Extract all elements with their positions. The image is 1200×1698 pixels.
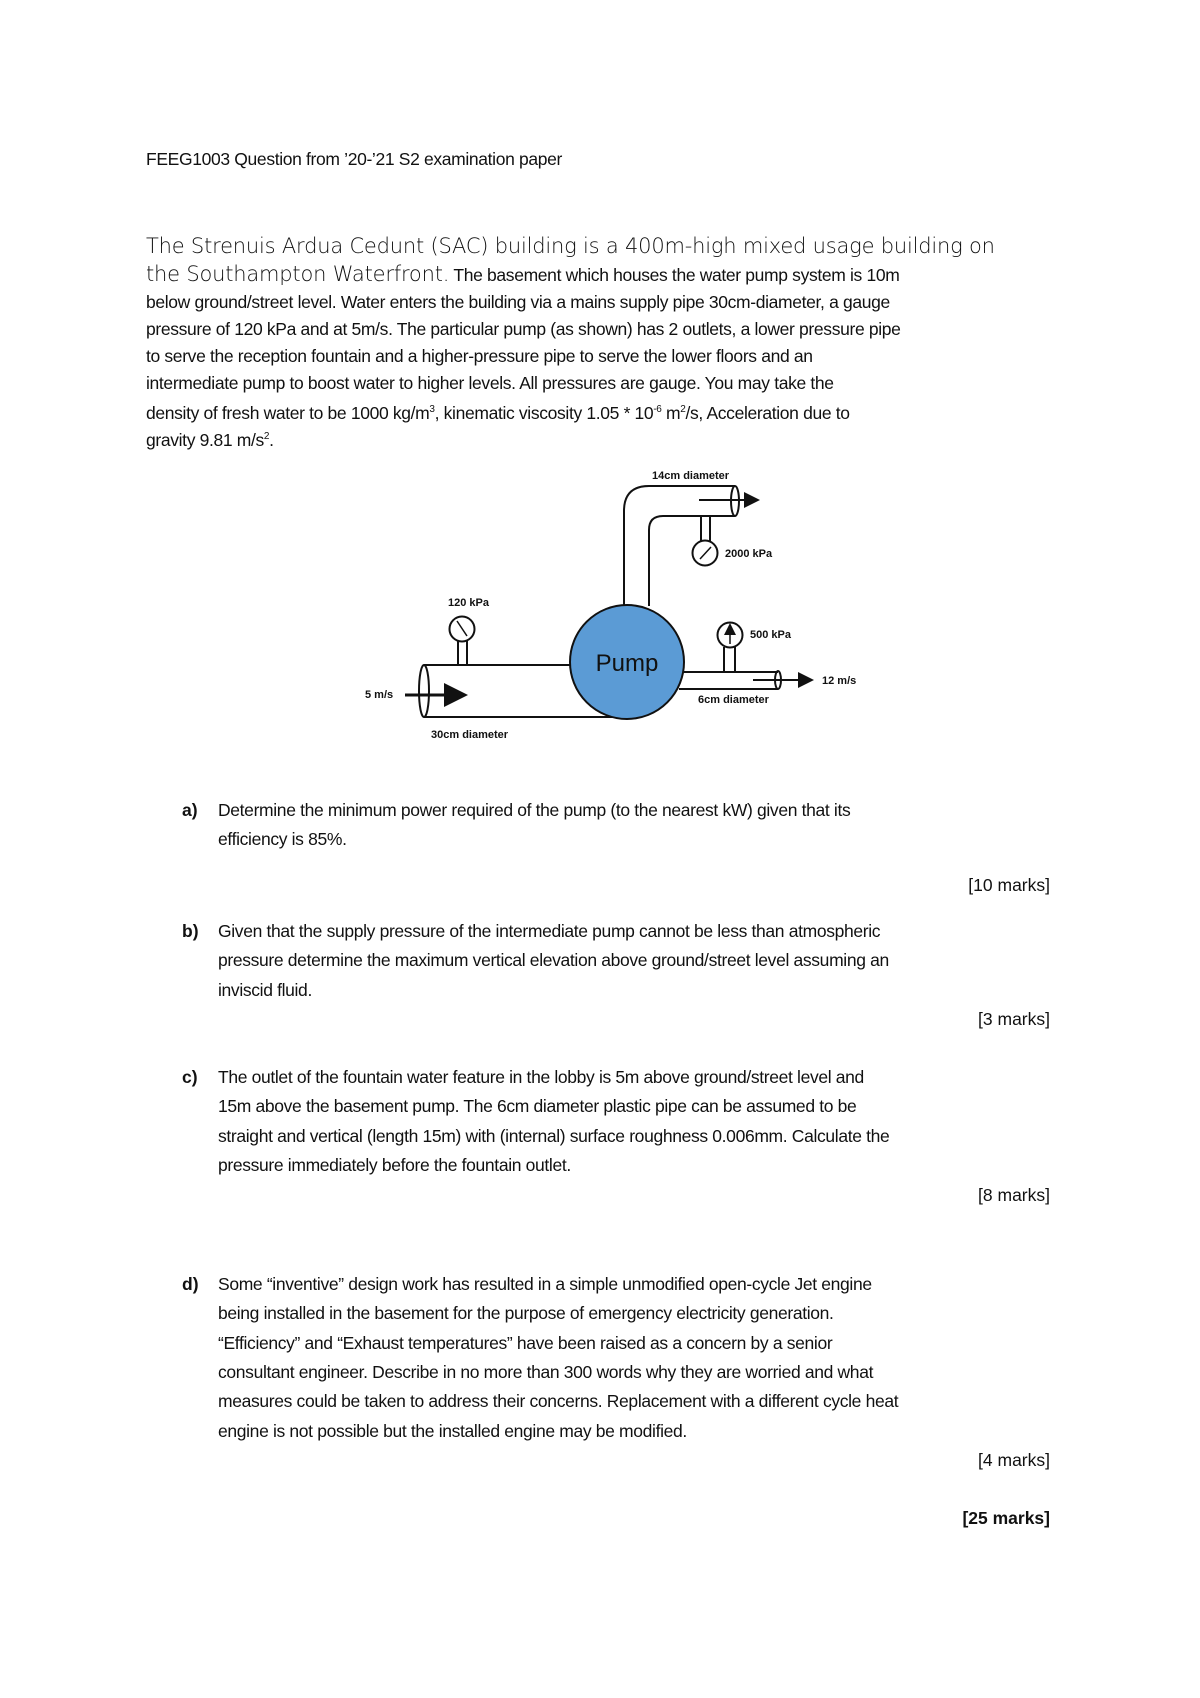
intro-line: pressure of 120 kPa and at 5m/s. The particular pump (as shown) has 2 outlets, a lower pressure pipe	[146, 319, 901, 339]
intro-line: The Strenuis Ardua Cedunt (SAC) building is a 400m-high mixed usage building on	[146, 234, 995, 258]
inlet-velocity-label: 5 m/s	[365, 689, 394, 701]
question-label: a)	[182, 800, 198, 820]
question-text: inviscid fluid.	[218, 979, 312, 1000]
low-outlet-pressure-label: 500 kPa	[750, 629, 791, 641]
question-marks: [4 marks]	[978, 1450, 1050, 1470]
low-outlet-diameter-label: 6cm diameter	[698, 694, 769, 706]
question-text: Determine the minimum power required of the pump (to the nearest kW) given that its	[218, 800, 851, 820]
superscript: 2	[263, 431, 270, 442]
superscript: 2	[680, 404, 686, 415]
question-text: “Efficiency” and “Exhaust temperatures” have been raised as a concern by a senior	[218, 1332, 833, 1353]
intro-text: gravity 9.81 m/s	[146, 429, 264, 450]
intro-line: to serve the reception fountain and a higher-pressure pipe to serve the lower floors and an	[146, 346, 813, 366]
question-label: c)	[182, 1067, 198, 1087]
intro-text: density of fresh water to be 1000 kg/m	[146, 402, 430, 423]
superscript: 3	[429, 404, 435, 415]
inlet-diameter-label: 30cm diameter	[431, 729, 509, 741]
high-outlet-diameter-label: 14cm diameter	[652, 470, 730, 482]
high-outlet-pressure-label: 2000 kPa	[725, 548, 773, 560]
question-text: efficiency is 85%.	[218, 829, 347, 850]
question-text: being installed in the basement for the purpose of emergency electricity generation.	[218, 1303, 834, 1324]
document-header: FEEG1003 Question from ’20-’21 S2 examination paper	[146, 149, 563, 169]
question-label: d)	[182, 1274, 199, 1294]
question-text: engine is not possible but the installed engine may be modified.	[218, 1420, 687, 1441]
intro-line: below ground/street level. Water enters the building via a mains supply pipe 30cm-diameter, a gauge	[146, 292, 890, 312]
high-pressure-pipe	[624, 486, 735, 606]
question-text: The outlet of the fountain water feature in the lobby is 5m above ground/street level and	[218, 1067, 864, 1087]
inlet-pressure-label: 120 kPa	[448, 597, 489, 609]
intro-text: the Southampton Waterfront.	[146, 262, 450, 286]
intro-text: m	[661, 402, 681, 423]
intro-text: , kinematic viscosity 1.05 * 10	[434, 402, 654, 423]
total-marks: [25 marks]	[962, 1508, 1050, 1528]
question-text: measures could be taken to address their concerns. Replacement with a different cycle heat	[218, 1391, 899, 1412]
intro-text: The basement which houses the water pump system is 10m	[453, 265, 900, 285]
intro-text: .	[269, 429, 274, 450]
question-marks: [10 marks]	[968, 875, 1050, 895]
question-text: 15m above the basement pump. The 6cm diameter plastic pipe can be assumed to be	[218, 1096, 857, 1117]
question-text: consultant engineer. Describe in no more than 300 words why they are worried and what	[218, 1361, 874, 1382]
question-label: b)	[182, 921, 199, 941]
intro-line: intermediate pump to boost water to higher levels. All pressures are gauge. You may take the	[146, 373, 834, 393]
question-marks: [3 marks]	[978, 1009, 1050, 1029]
question-text: pressure determine the maximum vertical elevation above ground/street level assuming an	[218, 950, 889, 971]
superscript: -6	[653, 404, 662, 415]
inlet-pipe-end	[419, 665, 429, 717]
intro-text: /s, Acceleration due to	[685, 402, 850, 423]
low-outlet-velocity-label: 12 m/s	[822, 675, 857, 687]
question-marks: [8 marks]	[978, 1185, 1050, 1205]
question-text: straight and vertical (length 15m) with (internal) surface roughness 0.006mm. Calculate the	[218, 1125, 890, 1146]
question-text: pressure immediately before the fountain outlet.	[218, 1154, 571, 1175]
pump-label: Pump	[595, 650, 659, 677]
question-text: Given that the supply pressure of the intermediate pump cannot be less than atmospheric	[218, 921, 881, 941]
question-text: Some “inventive” design work has resulted in a simple unmodified open-cycle Jet engine	[218, 1274, 872, 1294]
